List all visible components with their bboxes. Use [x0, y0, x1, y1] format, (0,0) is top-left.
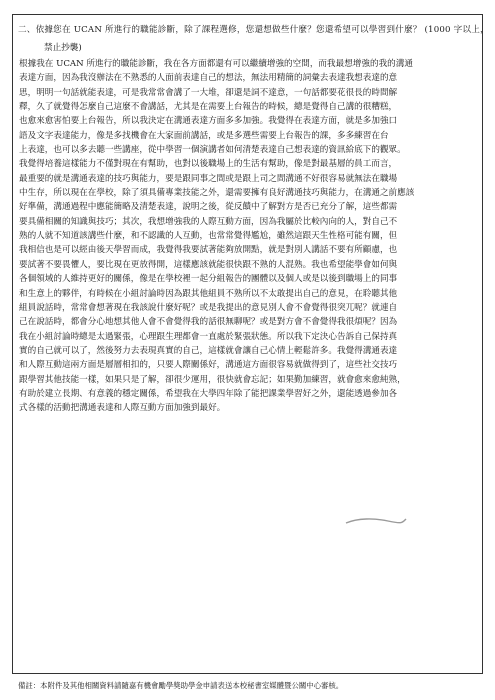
- answer-line: 我相信也是可以經由後天學習而成，我覺得我要試著能夠放開點，就是對別人講話不要有所顧慮，也: [19, 245, 398, 256]
- answer-line: 組員說話時，常常會想著現在我該說什麼好呢？或是我提出的意見別人會不會覺得很突兀呢？就連自: [19, 302, 398, 313]
- answer-line: 也愈來愈害怕要上台報告，所以我決定在溝通表達方面多多加強。我覺得在表達方面，就是多加強口: [19, 116, 398, 127]
- answer-line: 和人際互動這兩方面是層層相扣的，只要人際關係好，溝通這方面很容易就做得到了，這些社交技巧: [19, 360, 398, 371]
- answer-line: 語及文字表達能力，像是多找機會在大家面前講話，或是多選些需要上台報告的課，多多練習在台: [19, 130, 389, 141]
- answer-line: 思，明明一句話就能表達，可是我常常會講了一大堆，卻還是詞不達意，一句話都要花很長的時間解: [19, 87, 398, 98]
- answer-line: 根據我在 UCAN 所進行的職能診斷，我在各方面都還有可以繼續增強的空間，而我最想增強的我的溝通: [19, 59, 413, 69]
- answer-line: 各個領域的人維持更好的關係，像是在學校裡一起分組報告的團體以及個人或是以後到職場上的同事: [19, 274, 398, 285]
- answer-line: 最重要的就是溝通表達的技巧與能力，要是跟同事之間或是跟上司之間溝通不好很容易就無法在職場: [19, 173, 398, 184]
- answer-line: 和生意上的夥伴，有時候在小組討論時因為跟其他組員不熟所以不太敢提出自己的意見，在聆聽其他: [19, 288, 398, 299]
- answer-line: 上表達，也可以多去聽一些講座，從中學習一個演講者如何清楚表達自己想表達的資訊給底下的觀眾。: [19, 145, 406, 156]
- answer-line: 中生存，所以現在在學校，除了須具備專業技能之外，還需要擁有良好溝通技巧與能力，在溝通之前應該: [19, 188, 415, 199]
- answer-line: 要試著不要畏懼人，要比現在更放得開，這樣應該就能很快跟不熟的人混熟。我也希望能學會如何與: [19, 259, 398, 270]
- answer-line: 熟的人就不知道該講些什麼，和不認識的人互動，也常常覺得尷尬，雖然這跟天生性格可能有關，但: [19, 231, 398, 242]
- answer-body: [19, 57, 482, 416]
- answer-line: 好準備，溝通過程中應能簡略及清楚表達，說明之後，從反饋中了解對方是否已充分了解，這些都需: [19, 202, 398, 213]
- footer-note: 備註：本附件及其他相關資料請隨嘉有機會勵學獎助學金申請表送本校秘書室媒體暨公關中心審核。: [18, 681, 344, 690]
- question-text: 二、依據您在 UCAN 所進行的職能診斷，除了課程選修，您還想做些什麼？您還希望可以學習到什麼？ (1000 字以上，: [18, 25, 489, 35]
- answer-line: 有助於建立長期、有意義的穩定關係，希望我在大學四年除了能把課業學習好之外，還能透過參加各: [19, 388, 398, 399]
- answer-line: 要具備相關的知識與技巧；其次，我想增強我的人際互動方面，因為我屬於比較內向的人，對自己不: [19, 216, 398, 227]
- question-text-continued: 禁止抄襲): [44, 43, 82, 53]
- answer-line: 式各樣的活動把溝通表達和人際互動方面加強到最好。: [19, 403, 226, 414]
- pen-scribble-mark: [344, 517, 408, 525]
- answer-line: 實的自己就可以了，然後努力去表現真實的自己，這樣就會讓自己心情上輕鬆許多。我覺得溝通表達: [19, 345, 398, 356]
- answer-line: 己在說話時，都會分心地想其他人會不會覺得我的話很無聊呢？或是對方會不會覺得我很煩呢？因為: [19, 317, 398, 328]
- answer-line: 我在小組討論時總是太過緊張，心理跟生理都會一直處於緊張狀態。所以我下定決心告訴自己保持真: [19, 331, 398, 342]
- answer-line: 表達方面，因為我沒辦法在不熟悉的人面前表達自己的想法，無法用精簡的詞彙去表達我想表達的意: [19, 73, 398, 84]
- answer-line: 我覺得培養這樣能力不僅對現在有幫助，也對以後職場上的生活有幫助，像是對最基層的員工而言，: [19, 159, 398, 170]
- answer-line: 釋，久了就覺得怎麼自己這麼不會講話，尤其是在需要上台報告的時候，總是覺得自己講的很糟糕，: [19, 102, 398, 113]
- answer-line: 跟學習其他技能一樣，如果只是了解，卻很少運用，很快就會忘記；如果勤加練習，就會愈來愈純熟，: [19, 374, 406, 385]
